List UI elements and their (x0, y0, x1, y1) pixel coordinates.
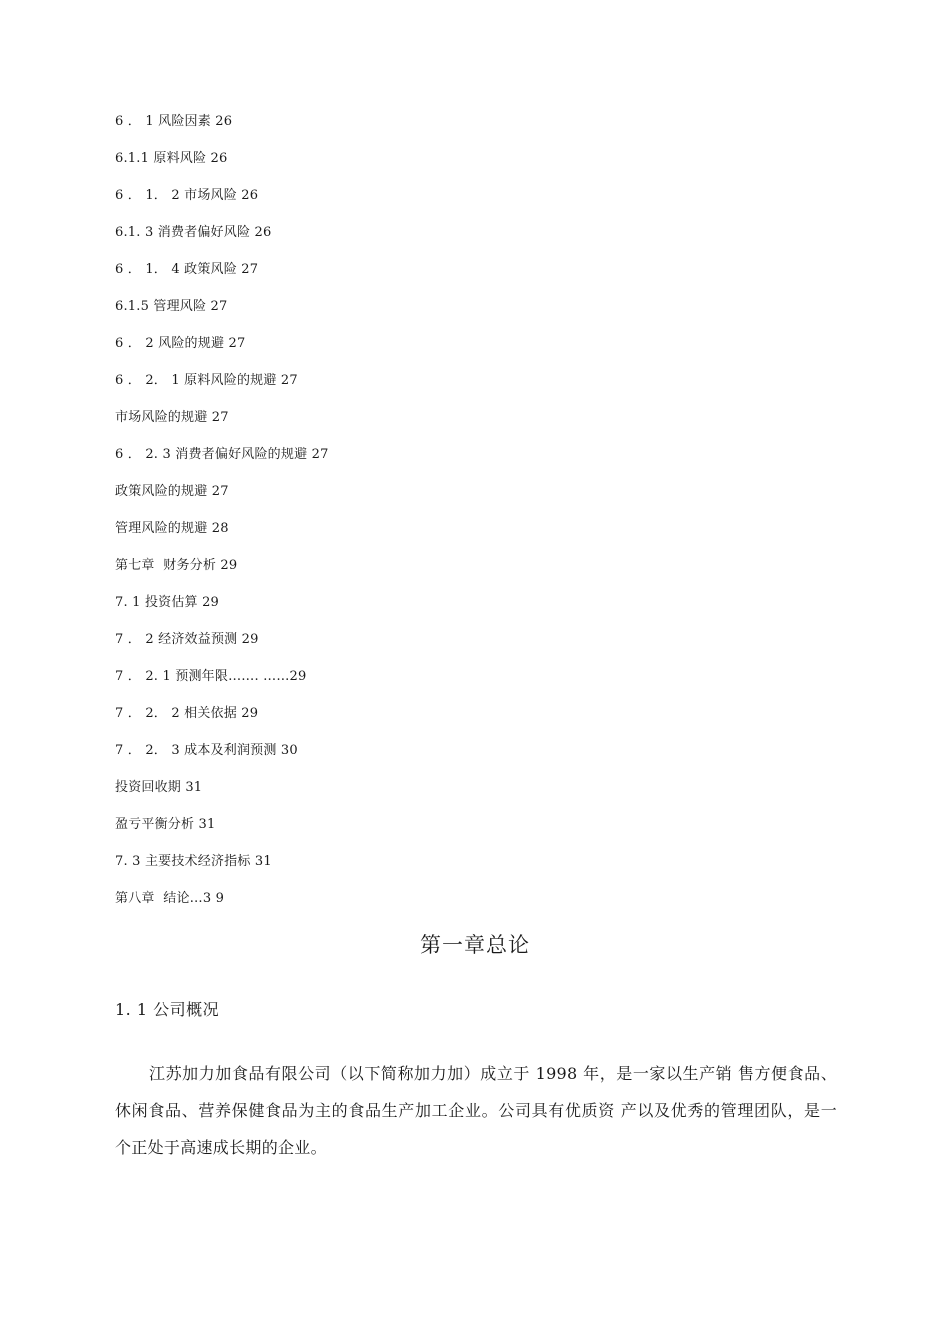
toc-entry[interactable]: 第八章 结论…3 9 (115, 891, 225, 906)
toc-entry[interactable]: 6.1.5 管理风险 27 (115, 299, 228, 314)
toc-entry[interactable]: 6 ． 2. 3 消费者偏好风险的规避 27 (115, 447, 329, 462)
toc-entry[interactable]: 6 ． 2． 1 原料风险的规避 27 (115, 373, 298, 388)
toc-entry[interactable]: 投资回收期 31 (115, 780, 203, 795)
toc-entry[interactable]: 6 ． 1． 2 市场风险 26 (115, 188, 259, 203)
toc-entry[interactable]: 政策风险的规避 27 (115, 484, 229, 499)
toc-entry[interactable]: 7 ． 2. 1 预测年限……. ……29 (115, 669, 307, 684)
chapter-title: 第一章总论 (420, 933, 530, 957)
section-heading: 1. 1 公司概况 (115, 1000, 220, 1019)
toc-entry[interactable]: 7 ． 2． 2 相关依据 29 (115, 706, 259, 721)
table-of-contents (115, 113, 835, 927)
toc-entry[interactable]: 管理风险的规避 28 (115, 521, 229, 536)
toc-entry[interactable]: 第七章 财务分析 29 (115, 558, 238, 573)
toc-entry[interactable]: 盈亏平衡分析 31 (115, 817, 216, 832)
toc-entry[interactable]: 7. 1 投资估算 29 (115, 595, 220, 610)
toc-entry[interactable]: 6.1. 3 消费者偏好风险 26 (115, 225, 272, 240)
toc-entry[interactable]: 6 ． 1． 4 政策风险 27 (115, 262, 259, 277)
body-paragraph: 江苏加力加食品有限公司（以下简称加力加）成立于 1998 年，是一家以生产销 售方便食品、休闲食品、营养保健食品为主的食品生产加工企业。公司具有优质资 产以及优秀的管理团队，是一个正处于高速成长期的企业。 (115, 1064, 837, 1157)
toc-entry[interactable]: 6 ． 1 风险因素 26 (115, 114, 233, 129)
toc-entry[interactable]: 7 ． 2 经济效益预测 29 (115, 632, 259, 647)
toc-entry[interactable]: 7 ． 2． 3 成本及利润预测 30 (115, 743, 298, 758)
toc-entry[interactable]: 6.1.1 原料风险 26 (115, 151, 228, 166)
toc-entry[interactable]: 7. 3 主要技术经济指标 31 (115, 854, 272, 869)
toc-entry[interactable]: 6 ． 2 风险的规避 27 (115, 336, 246, 351)
toc-entry[interactable]: 市场风险的规避 27 (115, 410, 229, 425)
